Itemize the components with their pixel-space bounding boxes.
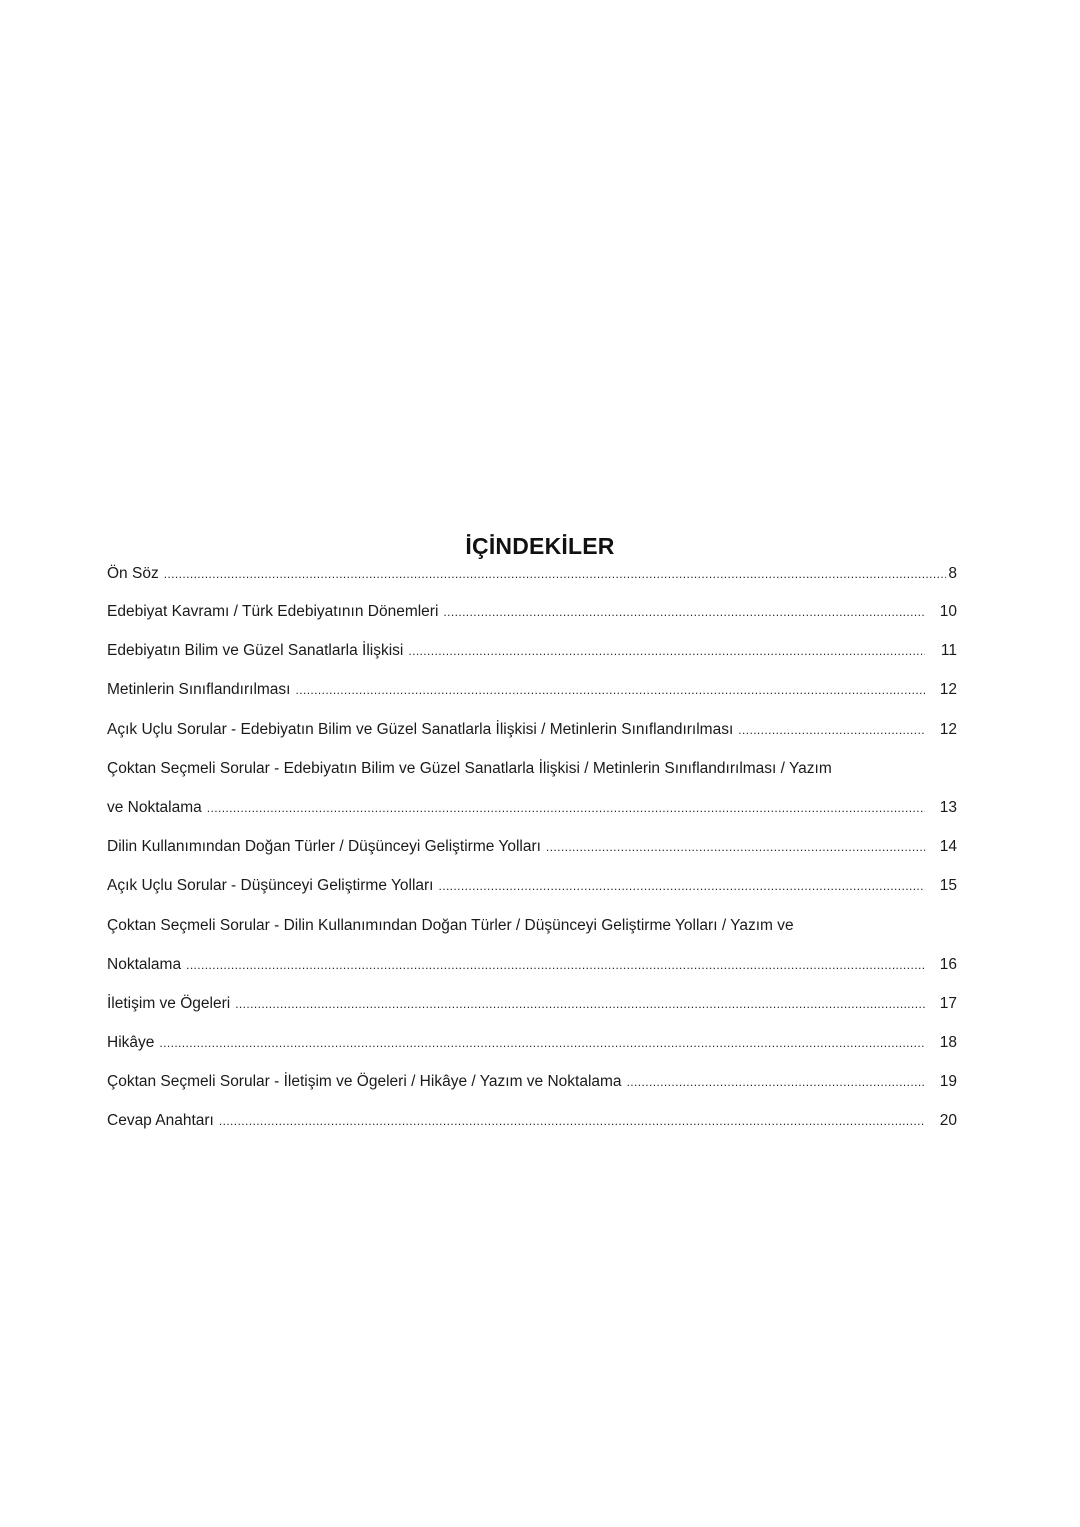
leader-dots bbox=[235, 992, 925, 1016]
toc-entry-label: Edebiyat Kavramı / Türk Edebiyatının Dönemleri bbox=[107, 603, 439, 620]
toc-entry-coktan-secmeli-3[interactable] bbox=[107, 1070, 957, 1109]
leader-dots bbox=[159, 1031, 925, 1055]
toc-entry-label: Açık Uçlu Sorular - Düşünceyi Geliştirme Yolları bbox=[107, 877, 434, 895]
toc-entry-hikaye[interactable] bbox=[107, 1031, 957, 1070]
toc-entry-label: Açık Uçlu Sorular - Edebiyatın Bilim ve Güzel Sanatlarla İlişkisi / Metinlerin Sınıflandırılması bbox=[107, 720, 734, 738]
toc-entry-label: İletişim ve Ögeleri bbox=[107, 994, 231, 1012]
toc-entry-dilin-kullanimi[interactable] bbox=[107, 835, 957, 874]
leader-dots bbox=[207, 796, 925, 820]
toc-entry-label: Noktalama bbox=[107, 955, 182, 973]
toc-entry-label: Dilin Kullanımından Doğan Türler / Düşünceyi Geliştirme Yolları bbox=[107, 838, 541, 856]
leader-dots bbox=[738, 718, 925, 742]
toc-entry-label: Edebiyatın Bilim ve Güzel Sanatlarla İlişkisi bbox=[107, 642, 404, 660]
leader-dots bbox=[627, 1070, 925, 1094]
table-of-contents bbox=[107, 562, 957, 1149]
toc-entry-page: 10 bbox=[939, 603, 957, 620]
leader-dots bbox=[219, 1109, 925, 1133]
toc-title: İÇİNDEKİLER bbox=[465, 533, 615, 559]
toc-entry-label-line1: Çoktan Seçmeli Sorular - Dilin Kullanımından Doğan Türler / Düşünceyi Geliştirme Yolları / Yazım ve bbox=[107, 916, 794, 934]
toc-entry-label-line1: Çoktan Seçmeli Sorular - Edebiyatın Bilim ve Güzel Sanatlarla İlişkisi / Metinlerin Sınıflandırılması / Yazım bbox=[107, 759, 832, 777]
toc-entry-page: 19 bbox=[939, 1073, 957, 1091]
toc-entry-acik-uclu-1[interactable] bbox=[107, 718, 957, 757]
toc-entry-page: 13 bbox=[939, 798, 957, 816]
toc-entry-page: 15 bbox=[939, 877, 957, 895]
leader-dots bbox=[186, 953, 925, 977]
toc-entry-page: 17 bbox=[939, 994, 957, 1012]
toc-entry-acik-uclu-2[interactable] bbox=[107, 874, 957, 913]
toc-entry-page: 14 bbox=[939, 838, 957, 856]
toc-entry-label: Çoktan Seçmeli Sorular - İletişim ve Ögeleri / Hikâye / Yazım ve Noktalama bbox=[107, 1073, 622, 1091]
toc-entry-page: 18 bbox=[939, 1034, 957, 1052]
toc-entry-coktan-secmeli-1-line1[interactable] bbox=[107, 757, 957, 796]
leader-dots bbox=[296, 678, 926, 702]
toc-entry-cevap-anahtari[interactable] bbox=[107, 1109, 957, 1148]
toc-entry-page: 8 bbox=[948, 565, 957, 582]
toc-entry-page: 12 bbox=[939, 681, 957, 699]
toc-entry-label: Cevap Anahtarı bbox=[107, 1112, 214, 1130]
toc-entry-coktan-secmeli-2-line1[interactable] bbox=[107, 914, 957, 953]
toc-entry-page: 12 bbox=[939, 720, 957, 738]
toc-entry-label: Hikâye bbox=[107, 1034, 155, 1052]
toc-entry-label: ve Noktalama bbox=[107, 798, 202, 816]
toc-entry-label: Ön Söz bbox=[107, 565, 159, 582]
leader-dots bbox=[546, 835, 925, 859]
toc-entry-edebiyat-kavrami[interactable] bbox=[107, 600, 957, 639]
toc-entry-page: 11 bbox=[940, 642, 957, 660]
toc-entry-coktan-secmeli-1[interactable] bbox=[107, 796, 957, 835]
leader-dots bbox=[443, 600, 925, 624]
toc-entry-iletisim[interactable] bbox=[107, 992, 957, 1031]
leader-dots bbox=[438, 874, 925, 898]
toc-entry-on-soz[interactable] bbox=[107, 562, 957, 600]
toc-entry-coktan-secmeli-2[interactable] bbox=[107, 953, 957, 992]
leader-dots bbox=[408, 639, 925, 663]
leader-dots bbox=[164, 562, 947, 586]
toc-entry-bilim-guzel-sanatlar[interactable] bbox=[107, 639, 957, 678]
toc-entry-metinlerin-siniflandirilmasi[interactable] bbox=[107, 678, 957, 717]
toc-entry-page: 20 bbox=[939, 1112, 957, 1130]
toc-entry-page: 16 bbox=[939, 955, 957, 973]
toc-entry-label: Metinlerin Sınıflandırılması bbox=[107, 681, 291, 699]
